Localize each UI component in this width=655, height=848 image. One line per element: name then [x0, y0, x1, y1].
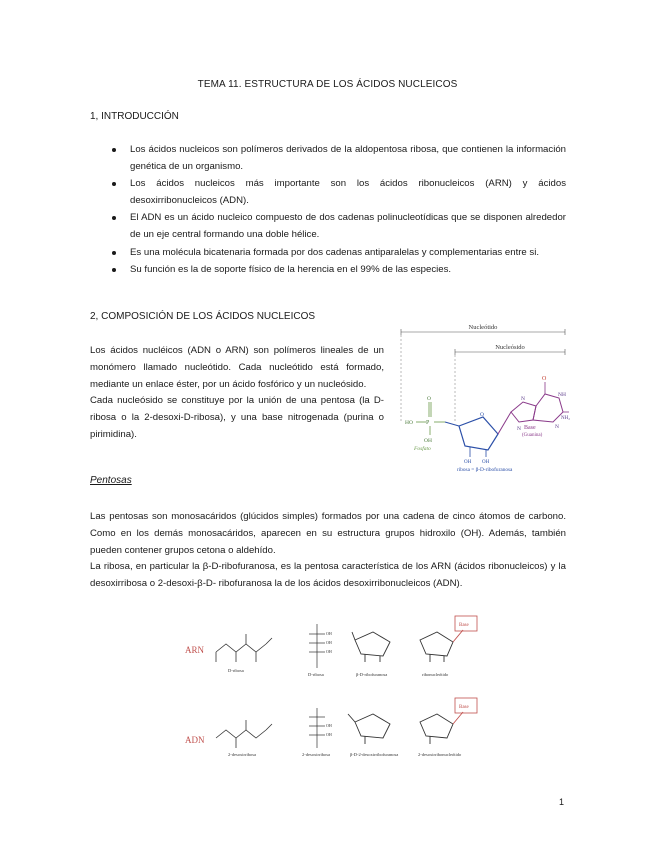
- intro-bullet-list: [90, 142, 566, 280]
- base-label: Base: [524, 425, 536, 431]
- list-item: Los ácidos nucleicos son polímeros derivados de la aldopentosa ribosa, que contienen la información genética de un organismo.: [90, 142, 566, 175]
- base-name-label: (Guanina): [522, 433, 543, 438]
- atom-label: OH: [326, 649, 332, 654]
- paragraph: Los ácidos nucléicos (ADN o ARN) son polímeros lineales de un monómero llamado nucleótido. Cada nucleótido está formado, mediante un enlace éster, por un ácido fosfórico y un nucleósido.: [90, 345, 384, 390]
- paragraph: Cada nucleósido se constituye por la unión de una pentosa (la D-ribosa o la 2-desoxi-D-ribosa), y una base nitrogenada (purina o pirimidina).: [90, 395, 384, 440]
- caption: 2-desoxirribonucleótido: [418, 752, 462, 757]
- ribonucleotide: [420, 630, 463, 662]
- atom-label: OH: [326, 640, 332, 645]
- nucleotide-structure-figure: [393, 322, 573, 474]
- ribose-ring: [445, 412, 513, 473]
- paragraph: Las pentosas son monosacáridos (glúcidos simples) formados por una cadena de cinco átomos de carbono. Como en los demás monosacáridos, aparecen en su estructura grupos hidroxilo (OH). Además, también pueden contener grupos cetona o aldehído.: [90, 511, 566, 556]
- atom-label: N: [521, 396, 525, 402]
- phosphate-group: [405, 396, 445, 452]
- caption: 2-desoxirribosa: [228, 752, 256, 757]
- atom-label: OH: [464, 460, 472, 465]
- arn-label: ARN: [185, 645, 205, 655]
- paragraph: La ribosa, en particular la β-D-ribofuranosa, es la pentosa característica de los ARN (ácidos ribonucleicos) y la desoxirribosa o 2-desoxi-β-D- ribofuranosa la de los ácidos desoxirribonucleicos (ADN).: [90, 561, 566, 590]
- pentosas-text: [90, 509, 566, 593]
- caption: 2-desoxirribosa: [302, 752, 330, 757]
- atom-label: P: [426, 420, 430, 426]
- caption: β-D-ribofuranosa: [356, 672, 388, 677]
- list-item: Es una molécula bicatenaria formada por dos cadenas antiparalelas y complementarias entre si.: [90, 245, 566, 262]
- atom-label: OH: [326, 723, 332, 728]
- deoxyribose-open-chain: [216, 720, 272, 748]
- caption: ribonucleótido: [422, 672, 449, 677]
- caption: D-ribosa: [228, 668, 244, 673]
- atom-label: N: [555, 424, 559, 430]
- ribosa-label: ribosa = β-D-ribofuranosa: [457, 467, 513, 473]
- atom-label: O: [427, 396, 431, 402]
- atom-label: OH: [482, 460, 490, 465]
- caption: D-ribosa: [308, 672, 324, 677]
- atom-label: O: [480, 412, 484, 418]
- section-heading-introduccion: 1, INTRODUCCIÓN: [90, 111, 179, 122]
- nucleotido-label: Nucleótido: [468, 324, 498, 331]
- atom-label: NH: [558, 392, 566, 398]
- atom-label: OH: [424, 438, 432, 444]
- atom-label: NH₂: [561, 416, 570, 421]
- atom-label: OH: [326, 631, 332, 636]
- guanine-base: [498, 376, 570, 438]
- list-item: Los ácidos nucleicos más importante son los ácidos ribonucleicos (ARN) y ácidos desoxirribonucleicos (ADN).: [90, 176, 566, 209]
- ribose-open-chain: [216, 634, 272, 662]
- deoxyribose-fischer: [309, 708, 325, 748]
- fosfato-label: Fosfato: [414, 446, 431, 452]
- page-number: 1: [559, 797, 565, 807]
- page-title: TEMA 11. ESTRUCTURA DE LOS ÁCIDOS NUCLEICOS: [197, 79, 458, 90]
- caption: β-D-2-desoxirribofuranosa: [350, 752, 399, 757]
- deoxyribonucleotide: [420, 712, 463, 744]
- atom-label: OH: [326, 732, 332, 737]
- deoxyribofuranose-ring: [348, 714, 390, 744]
- pentosas-heading: Pentosas: [90, 475, 132, 486]
- composition-text: [90, 343, 384, 444]
- ribofuranose-ring: [352, 632, 390, 662]
- base-box-label: Base: [459, 705, 469, 710]
- list-item: Su función es la de soporte físico de la herencia en el 99% de las especies.: [90, 262, 566, 279]
- list-item: El ADN es un ácido nucleico compuesto de dos cadenas polinucleotídicas que se disponen alrededor de un eje central formando una doble hélice.: [90, 210, 566, 243]
- section-heading-composicion: 2, COMPOSICIÓN DE LOS ÁCIDOS NUCLEICOS: [90, 311, 316, 322]
- nucleosido-label: Nucleósido: [495, 344, 525, 351]
- adn-label: ADN: [185, 735, 205, 745]
- atom-label: O: [542, 376, 547, 382]
- ribose-fischer: [309, 624, 325, 668]
- base-box-label: Base: [459, 623, 469, 628]
- atom-label: N: [517, 426, 521, 432]
- atom-label: HO: [405, 420, 413, 426]
- pentoses-figure: [180, 610, 480, 760]
